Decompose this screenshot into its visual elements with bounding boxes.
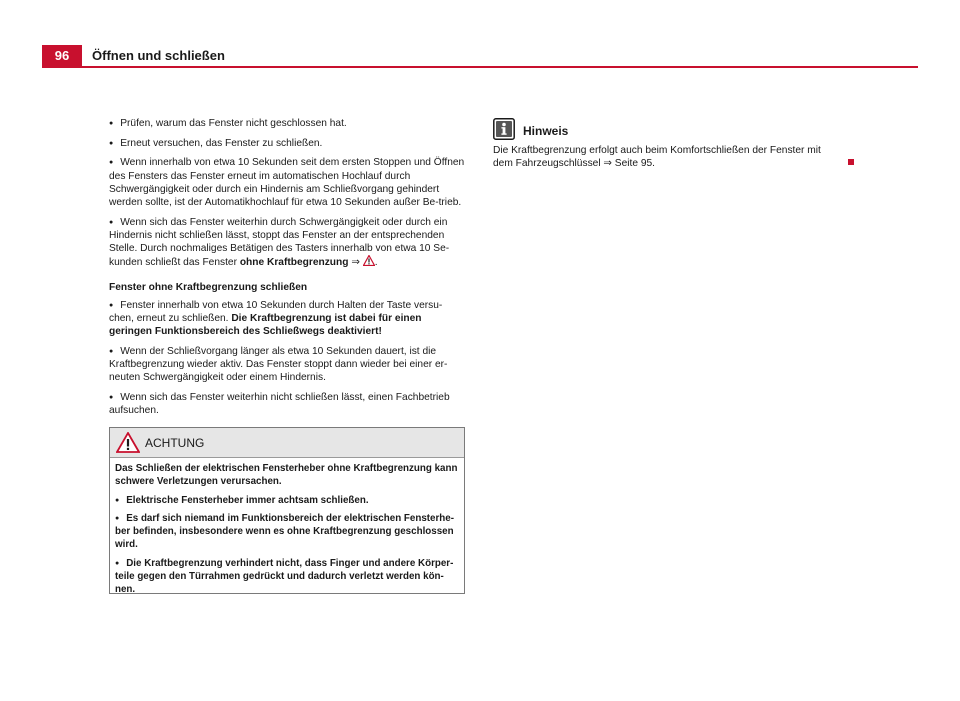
list-item: ● Die Kraftbegrenzung verhindert nicht, dass Finger und andere Körper-teile gegen den Türrahmen gedrückt und dadurch verletzt werden kön-nen. [115,557,459,596]
warning-box-header [110,428,464,458]
list-item: ● Erneut versuchen, das Fenster zu schließen. [109,137,465,150]
list-item: ● Elektrische Fensterheber immer achtsam schließen. [115,494,459,507]
warning-icon[interactable] [363,255,375,270]
cross-reference-arrow: ⇒ [348,257,363,269]
emphasis-text: Die Kraftbegrenzung ist dabei für einen geringen Funktionsbereich des Schließwegs deaktiviert! [109,312,422,338]
warning-box-title: ACHTUNG [145,436,205,450]
note-title: Hinweis [523,124,569,138]
section-heading: Fenster ohne Kraftbegrenzung schließen [109,281,308,293]
list-item: ● Wenn der Schließvorgang länger als etwa 10 Sekunden dauert, ist die Kraftbegrenzung wieder aktiv. Das Fenster stoppt dann wieder bei einer er-neuten Schwergängigkeit oder einem Hindernis. [109,345,465,385]
list-item-text: Wenn sich das Fenster weiterhin durch Schwergängigkeit oder durch ein Hindernis nicht schließen lässt, stoppt das Fenster an der entsprechenden Stelle. Durch nochmaliges Betätigen des Tasters innerhalb von etwa 10 Se-kunden schließt das Fenster [109,216,450,269]
page-title: Öffnen und schließen [92,48,225,63]
list-item: ● Es darf sich niemand im Funktionsbereich der elektrischen Fensterhe-ber befinden, insbesondere wenn es ohne Kraftbegrenzung geschlossen wird. [115,512,459,551]
left-column [109,117,465,424]
list-item: ● Wenn innerhalb von etwa 10 Sekunden seit dem ersten Stoppen und Öffnen des Fensters das Fenster erneut im automatischen Hochlauf durch Schwergängigkeit oder durch ein Hindernis am Schließvorgang gehindert werden sollte, ist der Automatikhochlauf für etwa 10 Sekunden außer Be-trieb. [109,156,465,209]
note-text: Die Kraftbegrenzung erfolgt auch beim Komfortschließen der Fenster mit dem Fahrzeugschlüssel ⇒ Seite 95. [493,145,821,170]
section-end-marker [848,159,854,165]
list-item-end: . [374,257,378,269]
list-item: ● Wenn sich das Fenster weiterhin nicht schließen lässt, einen Fachbetrieb aufsuchen. [109,391,465,417]
header-divider [42,66,918,68]
warning-icon [116,432,140,458]
page-number: 96 [42,45,82,67]
list-item [109,299,465,339]
list-item: ● Prüfen, warum das Fenster nicht geschlossen hat. [109,117,465,130]
list-item-text: Fenster innerhalb von etwa 10 Sekunden durch Halten der Taste versu-chen, erneut zu schließen. [109,299,443,324]
warning-box [109,427,465,594]
warning-paragraph: Das Schließen der elektrischen Fensterheber ohne Kraftbegrenzung kann schwere Verletzungen verursachen. [115,463,458,487]
emphasis-text: ohne Kraftbegrenzung [239,257,349,269]
list-item [109,216,465,271]
warning-box-body [110,458,464,596]
info-icon [493,118,515,144]
